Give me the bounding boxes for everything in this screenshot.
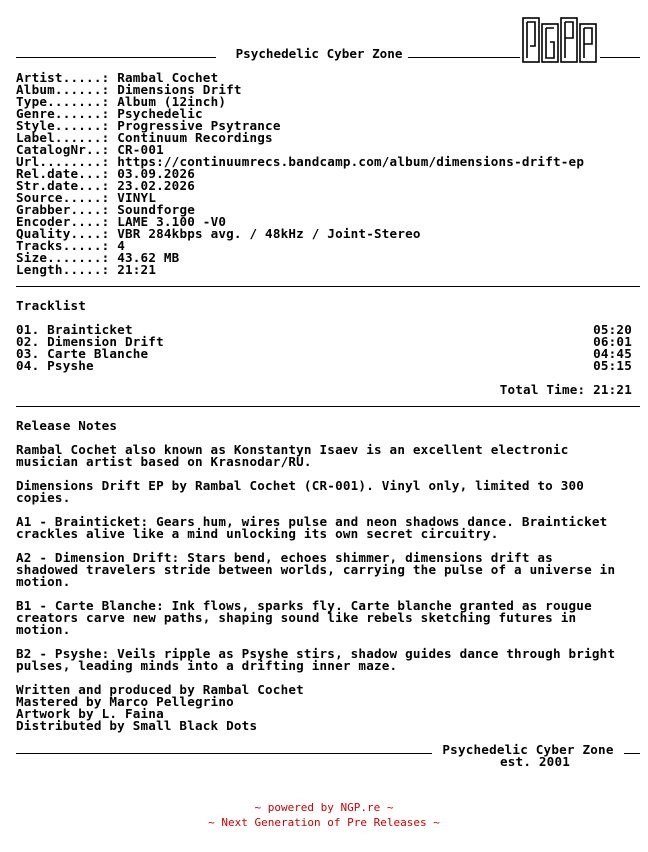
note-line: B1 - Carte Blanche: Ink flows, sparks fly. Carte blanche granted as rougue [16,598,592,613]
info-key: Rel.date...: [16,166,110,181]
info-value: VINYL [117,190,157,205]
header-rule-left [16,57,216,58]
note-line: Distributed by Small Black Dots [16,718,258,733]
note-line: Written and produced by Rambal Cochet [16,682,304,697]
note-line: Mastered by Marco Pellegrino [16,694,234,709]
info-row [16,264,640,276]
info-key: Source.....: [16,190,110,205]
info-value: Progressive Psytrance [117,118,281,133]
info-value: 43.62 MB [117,250,180,265]
info-key: Genre......: [16,106,110,121]
info-key: Artist.....: [16,70,110,85]
info-key: Str.date...: [16,178,110,193]
note-line: motion. [16,574,71,589]
nfo-header [16,16,640,66]
track-title: 03. Carte Blanche [16,346,149,361]
info-key: Encoder....: [16,214,110,229]
nfo-footer [16,744,640,768]
footer-rule-left [16,753,432,754]
track-row [16,360,632,372]
release-notes-heading: Release Notes [16,418,118,433]
track-time: 05:20 [593,322,632,337]
info-value: Rambal Cochet [117,70,219,85]
track-row [16,348,632,360]
info-value: VBR 284kbps avg. / 48kHz / Joint-Stereo [117,226,421,241]
track-title: 02. Dimension Drift [16,334,164,349]
powered-by-link[interactable]: ~ powered by NGP.re ~ [254,801,394,814]
info-value: CR-001 [117,142,164,157]
header-title: Psychedelic Cyber Zone [235,46,403,61]
footer-title: Psychedelic Cyber Zone [442,742,614,757]
header-rule-right [600,57,640,58]
info-key: Tracks.....: [16,238,110,253]
info-key: Grabber....: [16,202,110,217]
tracklist-section [16,300,640,396]
track-time: 05:15 [593,358,632,373]
info-value: Continuum Recordings [117,130,273,145]
info-value: Psychedelic [117,106,203,121]
track-time: 04:45 [593,346,632,361]
track-title: 04. Psyshe [16,358,94,373]
info-value: LAME 3.100 -V0 [117,214,227,229]
info-value: 21:21 [117,262,157,277]
info-key: Length.....: [16,262,110,277]
note-line: Dimensions Drift EP by Rambal Cochet (CR-001). Vinyl only, limited to 300 [16,478,585,493]
ngp-logo-icon [522,16,598,64]
header-rule-middle [408,57,520,58]
note-line: crackles alive like a mind unlocking its own secret circuitry. [16,526,499,541]
footer-rule-right [624,753,640,754]
footer-est: est. 2001 [499,754,571,769]
tagline: ~ Next Generation of Pre Releases ~ [208,816,440,829]
note-line: musician artist based on Krasnodar/RU. [16,454,312,469]
info-block [16,72,640,276]
info-value: 03.09.2026 [117,166,196,181]
note-line: A1 - Brainticket: Gears hum, wires pulse and neon shadows dance. Brainticket [16,514,608,529]
info-key: Quality....: [16,226,110,241]
info-value: Album (12inch) [117,94,227,109]
info-key: Label......: [16,130,110,145]
note-line: pulses, leading minds into a drifting inner maze. [16,658,398,673]
note-line: B2 - Psyshe: Veils ripple as Psyshe stirs, shadow guides dance through bright [16,646,616,661]
note-line: Artwork by L. Faina [16,706,164,721]
info-key: Size.......: [16,250,110,265]
info-key: Style......: [16,118,110,133]
section-rule [16,286,640,287]
info-key: Url........: [16,154,110,169]
note-line: Rambal Cochet also known as Konstantyn Isaev is an excellent electronic [16,442,569,457]
release-notes-section [16,420,640,732]
note-line: motion. [16,622,71,637]
tracklist-heading: Tracklist [16,298,87,313]
info-value[interactable]: https://continuumrecs.bandcamp.com/album/dimensions-drift-ep [117,154,585,169]
info-key: Album......: [16,82,110,97]
info-key: CatalogNr..: [16,142,110,157]
section-rule [16,406,640,407]
info-value: Soundforge [117,202,196,217]
note-line: creators carve new paths, shaping sound like rebels sketching futures in [16,610,577,625]
track-title: 01. Brainticket [16,322,133,337]
total-time: Total Time: 21:21 [499,382,632,397]
info-value: Dimensions Drift [117,82,242,97]
note-line: copies. [16,490,71,505]
track-time: 06:01 [593,334,632,349]
credits [0,800,648,830]
info-key: Type.......: [16,94,110,109]
note-line: A2 - Dimension Drift: Stars bend, echoes shimmer, dimensions drift as [16,550,553,565]
note-line: shadowed travelers stride between worlds, carrying the pulse of a universe in [16,562,616,577]
info-value: 4 [117,238,125,253]
info-value: 23.02.2026 [117,178,196,193]
